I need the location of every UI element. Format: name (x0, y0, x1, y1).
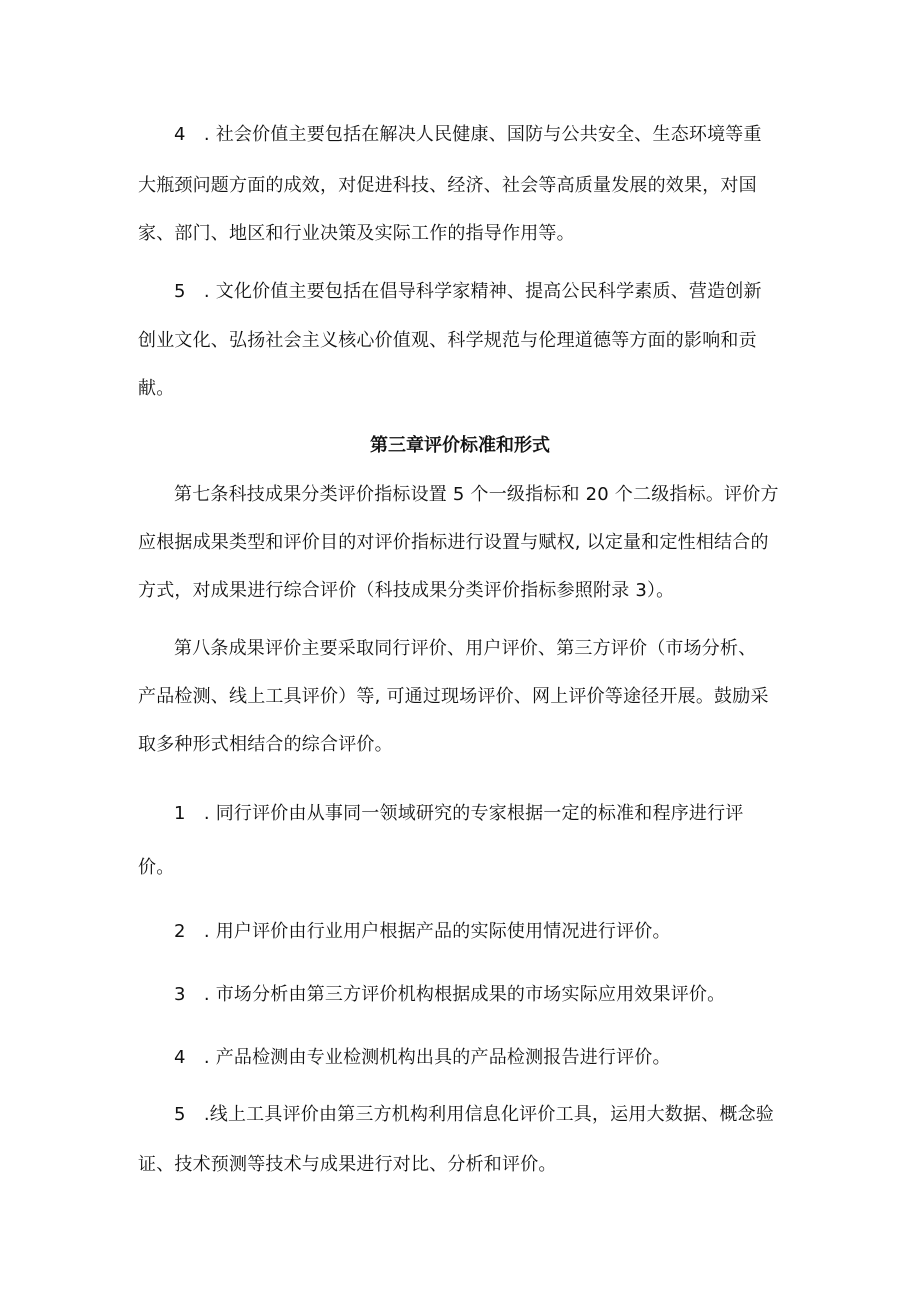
para-social-value-line-1: 4 . 社会价值主要包括在解决人民健康、国防与公共安全、生态环境等重 (174, 124, 762, 145)
item-5-line-2: 证、技术预测等技术与成果进行对比、分析和评价。 (138, 1154, 557, 1175)
article-7-line-3: 方式，对成果进行综合评价（科技成果分类评价指标参照附录 3）。 (138, 580, 675, 601)
item-3: 3 . 市场分析由第三方评价机构根据成果的市场实际应用效果评价。 (174, 984, 726, 1005)
article-7-line-1: 第七条科技成果分类评价指标设置 5 个一级指标和 20 个二级指标。评价方 (174, 484, 779, 505)
para-culture-value-line-2: 创业文化、弘扬社会主义核心价值观、科学规范与伦理道德等方面的影响和贡 (138, 330, 757, 351)
item-2: 2 . 用户评价由行业用户根据产品的实际使用情况进行评价。 (174, 921, 671, 942)
item-1-line-2: 价。 (138, 857, 175, 878)
para-social-value-line-2: 大瓶颈问题方面的成效，对促进科技、经济、社会等高质量发展的效果，对国 (138, 175, 757, 196)
para-social-value-line-3: 家、部门、地区和行业决策及实际工作的指导作用等。 (138, 223, 575, 244)
article-8-line-1: 第八条成果评价主要采取同行评价、用户评价、第三方评价（市场分析、 (174, 638, 757, 659)
article-8-line-3: 取多种形式相结合的综合评价。 (138, 734, 393, 755)
item-1-line-1: 1 . 同行评价由从事同一领域研究的专家根据一定的标准和程序进行评 (174, 803, 744, 824)
para-culture-value-line-3: 献。 (138, 378, 175, 399)
chapter-title: 第三章评价标准和形式 (370, 435, 550, 456)
article-7-line-2: 应根据成果类型和评价目的对评价指标进行设置与赋权, 以定量和定性相结合的 (138, 532, 769, 553)
article-8-line-2: 产品检测、线上工具评价）等, 可通过现场评价、网上评价等途径开展。鼓励采 (138, 686, 769, 707)
item-5-line-1: 5 .线上工具评价由第三方机构利用信息化评价工具，运用大数据、概念验 (174, 1104, 774, 1125)
para-culture-value-line-1: 5 . 文化价值主要包括在倡导科学家精神、提高公民科学素质、营造创新 (174, 281, 762, 302)
item-4: 4 . 产品检测由专业检测机构出具的产品检测报告进行评价。 (174, 1047, 671, 1068)
